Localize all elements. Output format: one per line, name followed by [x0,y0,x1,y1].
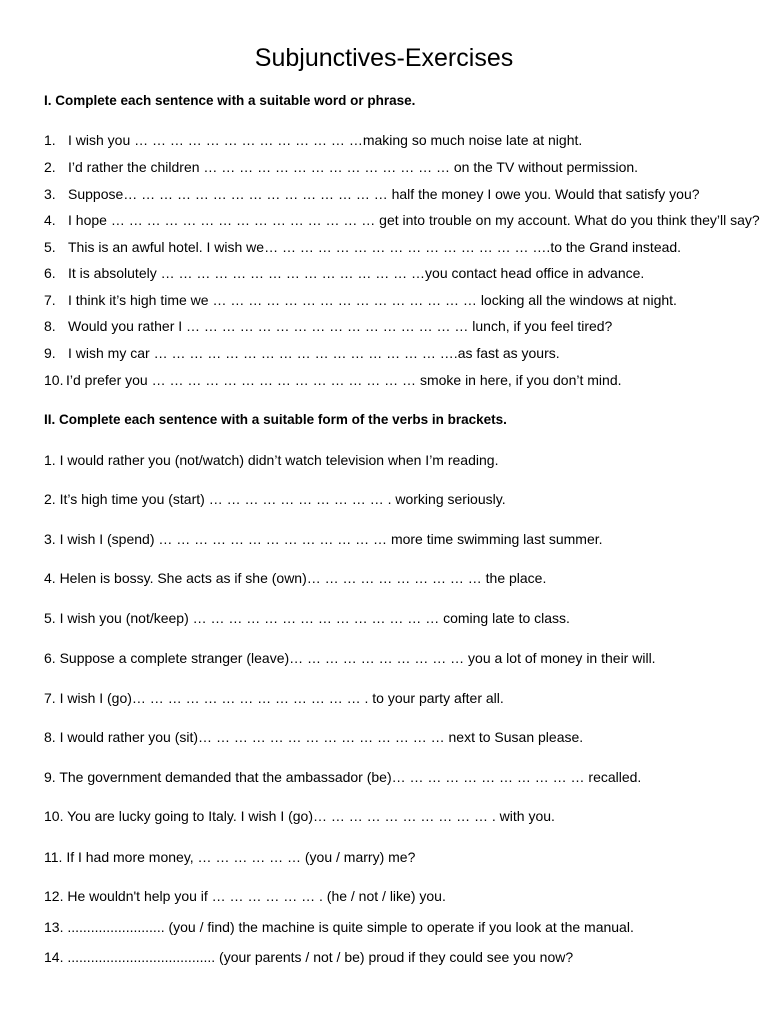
exercise-1-item: 1. I wish you … … … … … … … … … … … … …making so much noise late at night. [44,132,583,148]
exercise-1-item: 4. I hope … … … … … … … … … … … … … … … get into trouble on my account. What do you think they’ll say? [44,212,760,228]
exercise-2-item: 12. He wouldn't help you if … … … … … … . (he / not / like) you. [44,888,446,904]
exercise-1-item: 9. I wish my car … … … … … … … … … … … … … … … … ….as fast as yours. [44,345,560,361]
exercise-2-item: 14. ...................................... (your parents / not / be) proud if they could see you now? [44,949,574,965]
exercise-1-item: 3. Suppose… … … … … … … … … … … … … … … half the money I owe you. Would that satisfy you? [44,186,700,202]
page-title: Subjunctives-Exercises [254,44,514,72]
exercise-2-item: 4. Helen is bossy. She acts as if she (own)… … … … … … … … … … the place. [44,570,547,586]
exercise-2-item: 8. I would rather you (sit)… … … … … … … … … … … … … … next to Susan please. [44,729,584,745]
exercise-1-item: 6. It is absolutely … … … … … … … … … … … … … … …you contact head office in advance. [44,265,645,281]
exercise-2-item: 5. I wish you (not/keep) … … … … … … … … … … … … … … coming late to class. [44,610,570,626]
exercise-2-item: 6. Suppose a complete stranger (leave)… … … … … … … … … … you a lot of money in their will. [44,650,656,666]
section-2-heading: II. Complete each sentence with a suitable form of the verbs in brackets. [44,412,507,427]
exercise-2-item: 11. If I had more money, … … … … … … (you / marry) me? [44,849,416,865]
exercise-2-item: 7. I wish I (go)… … … … … … … … … … … … … . to your party after all. [44,690,504,706]
exercise-1-item: 8. Would you rather I … … … … … … … … … … … … … … … … lunch, if you feel tired? [44,318,613,334]
exercise-2-item: 9. The government demanded that the ambassador (be)… … … … … … … … … … … recalled. [44,769,642,785]
exercise-2-item: 1. I would rather you (not/watch) didn’t watch television when I’m reading. [44,452,499,468]
exercise-1-item: 7. I think it’s high time we … … … … … … … … … … … … … … … locking all the windows at night. [44,292,677,308]
exercise-2-item: 10. You are lucky going to Italy. I wish I (go)… … … … … … … … … … . with you. [44,808,555,824]
exercise-1-item: 2. I’d rather the children … … … … … … … … … … … … … … on the TV without permission. [44,159,639,175]
exercise-2-item: 13. ......................... (you / find) the machine is quite simple to operate if you look at the manual. [44,919,634,935]
exercise-1-item: 5. This is an awful hotel. I wish we… … … … … … … … … … … … … … … ….to the Grand instead. [44,239,682,255]
exercise-2-item: 3. I wish I (spend) … … … … … … … … … … … … … more time swimming last summer. [44,531,603,547]
exercise-1-item: 10. I’d prefer you … … … … … … … … … … … … … … … smoke in here, if you don’t mind. [44,372,622,388]
exercise-2-item: 2. It’s high time you (start) … … … … … … … … … … . working seriously. [44,491,506,507]
section-1-heading: I. Complete each sentence with a suitable word or phrase. [44,93,416,108]
